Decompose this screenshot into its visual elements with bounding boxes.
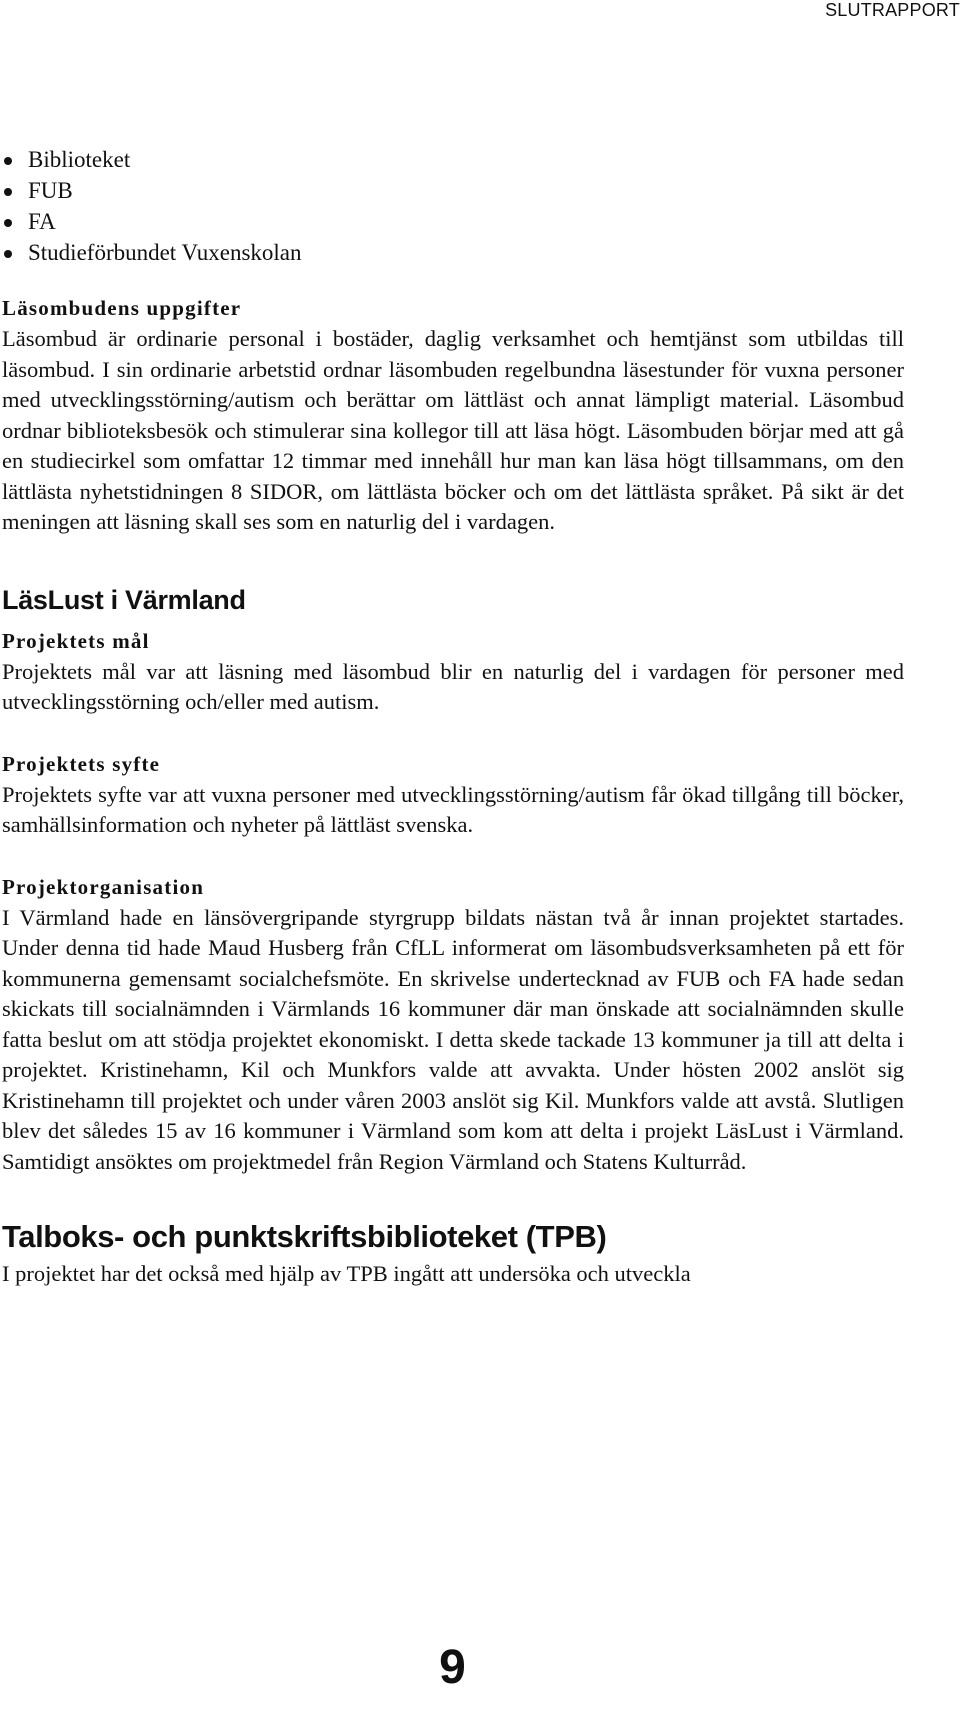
projektets-mal-paragraph: Projektets mål var att läsning med läsombud blir en naturlig del i vardagen för personer med utvecklingsstörning och/eller med autism. — [2, 658, 904, 714]
tpb-paragraph: I projektet har det också med hjälp av TPB ingått att undersöka och utveckla — [2, 1261, 691, 1286]
tpb-title: Talboks- och punktskriftsbiblioteket (TPB) — [2, 1219, 607, 1254]
projektets-syfte-paragraph: Projektets syfte var att vuxna personer med utvecklingsstörning/autism får ökad tillgång till böcker, samhällsinformation och nyheter på lättläst svenska. — [2, 781, 904, 837]
projektorganisation-heading: Projektorganisation — [2, 874, 205, 899]
lasombud-paragraph: Läsombud är ordinarie personal i bostäder, daglig verksamhet och hemtjänst som utbildas till läsombud. I sin ordinarie arbetstid ordnar läsombuden regelbundna läsestunder för vuxna personer med utvecklingsstörning/autism och berättar om lättläst och annat lämpligt material. Läsombud ordnar biblioteksbesök och stimulerar sina kollegor till att läsa högt. Läsombuden börjar med att gå en studiecirkel som omfattar 12 timmar med innehåll hur man kan läsa högt tillsammans, om den lättlästa nyhetstidningen 8 SIDOR, om lättlästa böcker och om det lättlästa språket. På sikt är det meningen att läsning skall ses som en naturlig del i vardagen. — [2, 326, 904, 534]
list-item: FUB — [2, 175, 904, 206]
running-header: SLUTRAPPORT — [825, 0, 960, 20]
laslust-title: LäsLust i Värmland — [2, 584, 246, 615]
organization-list — [2, 144, 904, 268]
projektets-syfte-heading: Projektets syfte — [2, 751, 161, 776]
lasombud-heading: Läsombudens uppgifter — [2, 296, 242, 320]
list-item: Studieförbundet Vuxenskolan — [2, 237, 904, 268]
page-number: 9 — [439, 1641, 466, 1694]
list-item: FA — [2, 206, 904, 237]
list-item: Biblioteket — [2, 144, 904, 175]
page-content — [2, 144, 904, 1290]
projektets-mal-heading: Projektets mål — [2, 628, 150, 653]
projektorganisation-paragraph: I Värmland hade en länsövergripande styrgrupp bildats nästan två år innan projektet startades. Under denna tid hade Maud Husberg från CfLL informerat om läsombudsverksamheten på ett för kommunerna gemensamt socialchefsmöte. En skrivelse undertecknad av FUB och FA hade sedan skickats till socialnämnden i Värmlands 16 kommuner där man önskade att socialnämnden skulle fatta beslut om att stödja projektet ekonomiskt. I detta skede tackade 13 kommuner ja till att delta i projektet. Kristinehamn, Kil och Munkfors valde att avvakta. Under hösten 2002 anslöt sig Kristinehamn till projektet och under våren 2003 anslöt sig Kil. Munkfors valde att avstå. Slutligen blev det således 15 av 16 kommuner i Värmland som kom att delta i projekt LäsLust i Värmland. Samtidigt ansöktes om projektmedel från Region Värmland och Statens Kulturråd. — [2, 904, 904, 1174]
